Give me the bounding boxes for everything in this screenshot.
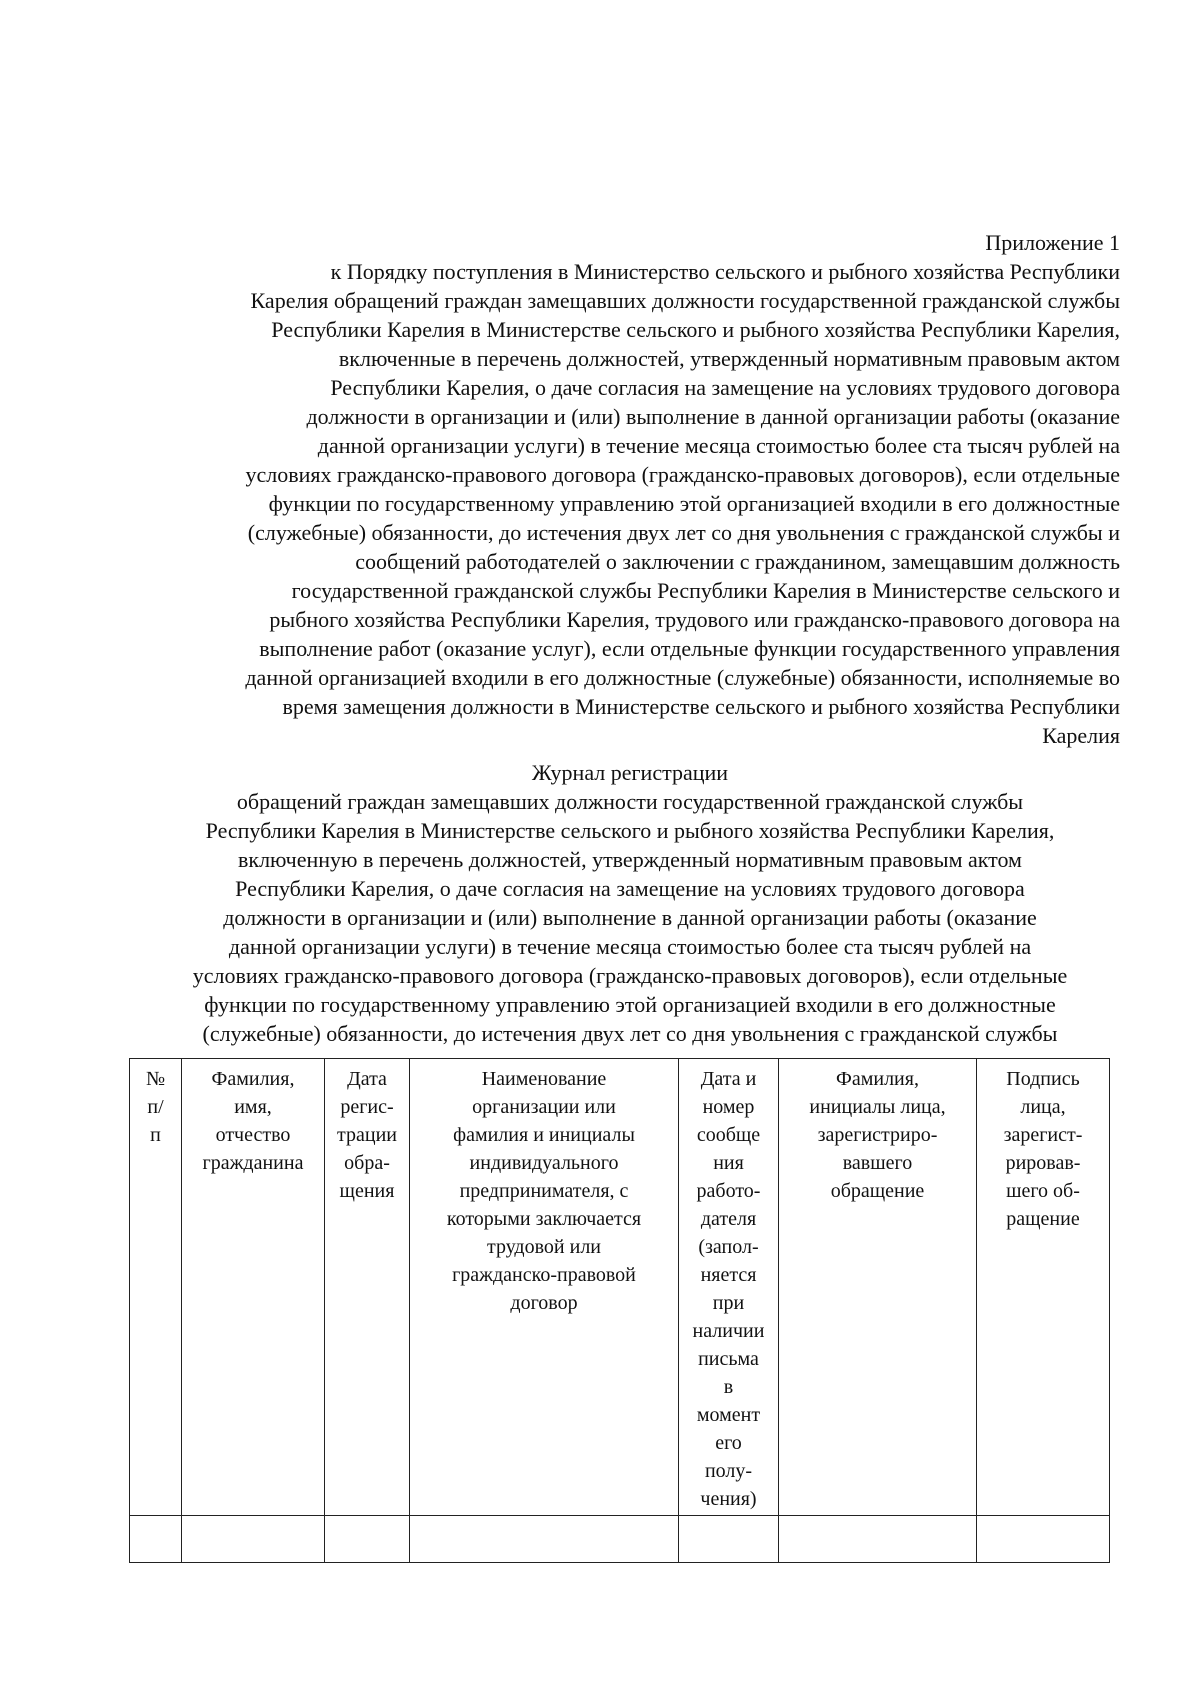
header-text-line: (запол- (698, 1236, 759, 1258)
journal-description-line: включенную в перечень должностей, утвержденный нормативным правовым актом (238, 847, 1022, 872)
header-text-line: момент (696, 1404, 761, 1426)
header-text-line: договор (510, 1292, 578, 1314)
appendix-line: время замещения должности в Министерстве сельского и рыбного хозяйства Республики (282, 694, 1120, 719)
empty-cell (130, 1516, 182, 1563)
header-text-line: инициалы лица, (809, 1096, 946, 1118)
journal-description (140, 787, 1120, 1048)
header-text-line: Наименование (481, 1068, 607, 1090)
journal-description-line: функции по государственному управлению этой организацией входили в его должностные (204, 992, 1056, 1017)
appendix-header (140, 228, 1120, 750)
header-text-line: гражданина (202, 1152, 304, 1174)
header-text-line: полу- (704, 1460, 753, 1482)
header-text-line: номер (702, 1096, 755, 1118)
header-text-line: обращение (830, 1180, 925, 1202)
appendix-line: Приложение 1 (985, 230, 1120, 255)
header-text-line: зарегистриро- (817, 1124, 938, 1146)
appendix-line: выполнение работ (оказание услуг), если отдельные функции государственного управления (259, 636, 1120, 661)
registration-table (129, 1058, 1110, 1563)
header-text-line: гражданско-правовой (452, 1264, 636, 1286)
journal-description-line: (служебные) обязанности, до истечения двух лет со дня увольнения с гражданской службы (202, 1021, 1058, 1046)
empty-cell (410, 1516, 679, 1563)
header-text-line: наличии (692, 1320, 765, 1342)
header-citizen-name (182, 1059, 325, 1516)
header-text-line: работо- (696, 1180, 761, 1202)
header-text-line: дателя (700, 1208, 757, 1230)
header-text-line: индивидуального (469, 1152, 619, 1174)
journal-description-line: условиях гражданско-правового договора (гражданско-правовых договоров), если отдельные (192, 963, 1068, 988)
header-text-line: регис- (340, 1096, 394, 1118)
header-text-line: организации или (472, 1096, 616, 1118)
appendix-line: Карелия обращений граждан замещавших должности государственной гражданской службы (250, 288, 1120, 313)
header-text-line: при (712, 1292, 745, 1314)
header-text-line: шего об- (1006, 1180, 1080, 1202)
table-row (130, 1516, 1110, 1563)
appendix-line: к Порядку поступления в Министерство сельского и рыбного хозяйства Республики (330, 259, 1120, 284)
header-text-line: Фамилия, (211, 1068, 295, 1090)
header-text-line: Дата и (700, 1068, 757, 1090)
header-text-line: рировав- (1005, 1152, 1081, 1174)
appendix-line: условиях гражданско-правового договора (гражданско-правовых договоров), если отдельные (245, 462, 1120, 487)
appendix-line: Республики Карелия в Министерстве сельского и рыбного хозяйства Республики Карелия, (271, 317, 1120, 342)
header-registrar-signature (977, 1059, 1110, 1516)
appendix-line: государственной гражданской службы Республики Карелия в Министерстве сельского и (291, 578, 1120, 603)
header-organization-name (410, 1059, 679, 1516)
appendix-line: включенные в перечень должностей, утвержденный нормативным правовым актом (338, 346, 1120, 371)
header-text-line: няется (700, 1264, 757, 1286)
appendix-line: рыбного хозяйства Республики Карелия, трудового или гражданско-правового договора на (269, 607, 1120, 632)
journal-description-line: Республики Карелия в Министерстве сельского и рыбного хозяйства Республики Карелия, (205, 818, 1055, 843)
header-text-line: № (145, 1068, 166, 1090)
header-text-line: чения) (700, 1488, 757, 1510)
empty-cell (182, 1516, 325, 1563)
journal-title: Журнал регистрации (531, 760, 729, 785)
appendix-line: Республики Карелия, о даче согласия на замещение на условиях трудового договора (330, 375, 1120, 400)
header-registration-date (325, 1059, 410, 1516)
header-text-line: ращение (1006, 1208, 1080, 1230)
appendix-line: Карелия (1042, 723, 1120, 748)
header-text-line: лица, (1020, 1096, 1066, 1118)
header-text-line: предпринимателя, с (459, 1180, 629, 1202)
header-text-line: фамилия и инициалы (453, 1124, 635, 1146)
header-text-line: ния (713, 1152, 744, 1174)
header-text-line: отчество (215, 1124, 291, 1146)
journal-description-line: Республики Карелия, о даче согласия на замещение на условиях трудового договора (235, 876, 1025, 901)
header-text-line: Подпись (1006, 1068, 1080, 1090)
header-text-line: п (150, 1124, 161, 1146)
header-text-line: его (715, 1432, 742, 1454)
header-text-line: вавшего (842, 1152, 913, 1174)
header-text-line: зарегист- (1003, 1124, 1083, 1146)
header-text-line: трудовой или (486, 1236, 602, 1258)
appendix-line: (служебные) обязанности, до истечения двух лет со дня увольнения с гражданской службы и (247, 520, 1120, 545)
header-text-line: щения (339, 1180, 395, 1202)
header-text-line: п/ (147, 1096, 164, 1118)
empty-cell (325, 1516, 410, 1563)
appendix-line: сообщений работодателей о заключении с гражданином, замещавшим должность (355, 549, 1120, 574)
appendix-line: данной организацией входили в его должностные (служебные) обязанности, исполняемые во (245, 665, 1120, 690)
table-header-row (130, 1059, 1110, 1516)
header-text-line: Дата (347, 1068, 387, 1090)
header-registrar-name (779, 1059, 977, 1516)
appendix-line: функции по государственному управлению этой организацией входили в его должностные (268, 491, 1120, 516)
header-text-line: в (723, 1376, 734, 1398)
header-employer-message (679, 1059, 779, 1516)
empty-cell (977, 1516, 1110, 1563)
header-text-line: трации (337, 1124, 397, 1146)
header-number (130, 1059, 182, 1516)
header-text-line: Фамилия, (836, 1068, 919, 1090)
appendix-line: данной организации услуги) в течение месяца стоимостью более ста тысяч рублей на (317, 433, 1120, 458)
header-text-line: имя, (234, 1096, 272, 1118)
appendix-line: должности в организации и (или) выполнение в данной организации работы (оказание (306, 404, 1120, 429)
journal-description-line: данной организации услуги) в течение месяца стоимостью более ста тысяч рублей на (228, 934, 1032, 959)
header-text-line: обра- (344, 1152, 390, 1174)
header-text-line: сообще (696, 1124, 761, 1146)
empty-cell (679, 1516, 779, 1563)
empty-cell (779, 1516, 977, 1563)
journal-description-line: должности в организации и (или) выполнение в данной организации работы (оказание (223, 905, 1037, 930)
journal-description-line: обращений граждан замещавших должности государственной гражданской службы (236, 789, 1024, 814)
header-text-line: которыми заключается (446, 1208, 642, 1230)
header-text-line: письма (698, 1348, 759, 1370)
